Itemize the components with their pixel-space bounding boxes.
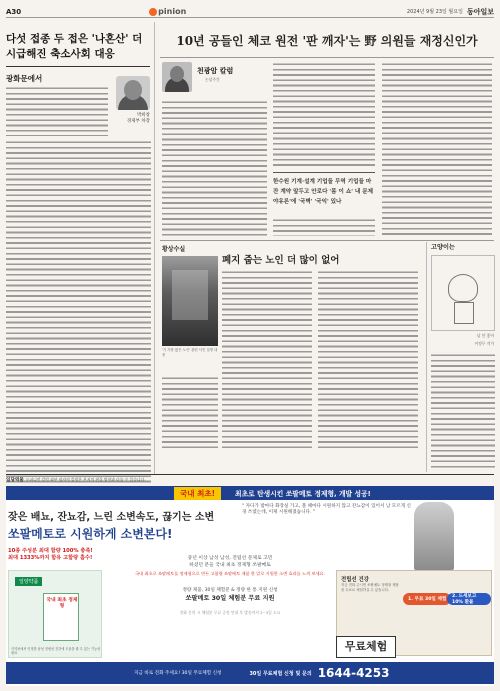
author-portrait <box>116 76 150 110</box>
ad-mid-line-2: 하셨던 분들 국내 최초 정제형 쏘팔메토 <box>189 562 271 568</box>
free-trial-label: 무료체험 <box>336 636 396 658</box>
advertisement <box>6 486 494 686</box>
second-article-headline: 폐지 줍는 노인 더 많이 없어 <box>222 255 340 266</box>
article-photo <box>162 256 218 346</box>
left-column-headline: 다섯 접종 두 접은 '나혼산' 더 시급해진 축소사회 대응 <box>6 33 143 60</box>
cartoon-drawing <box>431 255 495 331</box>
headline-divider <box>6 66 150 67</box>
ad-quote: " 자다가 밤마다 화장실 가고, 볼 때마다 시원하지 않고 잔뇨감이 있어서 남 모르게 신경 쓰였는데, 이제 시원해졌습니다. " <box>242 504 411 516</box>
footer-text: 오피니언 칼럼 외부 필자의 칼럼은 본지의 편집 방향과 다를 수 있습니다. <box>25 476 146 482</box>
column-logo: 천광암 칼럼 <box>197 67 234 75</box>
panel-title: 전립선 건강 <box>341 577 369 583</box>
left-column <box>6 22 155 475</box>
main-article-text-col3 <box>382 62 492 236</box>
main-article-text-col2b <box>273 218 375 236</box>
ad-badge: 국내 최초! <box>174 487 221 500</box>
ad-model-photo <box>414 502 454 570</box>
main-article-text-col1 <box>162 100 267 236</box>
ad-call-text: 30일 무료체험 신청 및 문의 <box>249 670 312 677</box>
ad-bottom-bar <box>6 662 494 684</box>
second-article-text-col2 <box>318 270 418 448</box>
product-logo: 일양약품 <box>15 577 42 586</box>
section-name: pinion <box>158 7 187 16</box>
page-header <box>6 6 494 18</box>
newspaper-brand: 동아일보 <box>466 6 494 16</box>
cartoon-text <box>431 353 495 471</box>
article-divider <box>160 240 494 241</box>
second-article-text-col1 <box>222 270 312 448</box>
column-name: 광화문에서 <box>6 74 43 83</box>
author-title: 경제부 차장 <box>126 119 150 124</box>
ad-mid-bold: 쏘팔메토 30일 체험분 무료 지원 <box>185 595 275 602</box>
ad-mid-small: 전화 문의 시 체험분 무료 증정 안내 후 발송까지 2~3일 소요 <box>179 610 281 615</box>
footer-strip <box>6 474 494 484</box>
ad-mid-red: 국내 최초로 쏘팔메토를 정제형으로 만든 고함량 쏘팔메토 제품 한 알로 시원한 소변 효과를 느껴 보세요. <box>135 571 325 576</box>
main-article <box>160 22 494 205</box>
ad-bottom-lead: 지금 바로 전화 주세요! 30일 무료체험 신청 <box>134 671 222 676</box>
second-article-tag: 황상수실 <box>162 246 186 253</box>
photo-caption: '기 가장 많은 노인' 관련 사진 설명 내용 <box>162 348 218 357</box>
product-note: 식약처에서 인정한 남성 전립선 건강에 도움을 줄 수 있는 기능성 원료 <box>11 647 101 655</box>
cartoon-box <box>426 242 494 472</box>
main-article-headline: 10년 공들인 체코 원전 '판 깨자'는 野 의원들 재정신인가 <box>160 22 494 58</box>
ad-headline-top: 잦은 배뇨, 잔뇨감, 느린 소변속도, 끊기는 소변 <box>8 512 215 523</box>
left-column-body-top <box>6 86 108 136</box>
section-dot-icon <box>149 8 157 16</box>
ad-mid-line-1: 중년 이상 남성 남성, 전립선 문제로 고민 <box>187 556 273 561</box>
footer-label: 일당역물 <box>6 477 24 483</box>
cartoon-title: 고양이는 <box>431 244 455 251</box>
ad-product-image <box>8 570 102 658</box>
ad-mid-tag: 정량 제품, 30일 체험분 & 정량 한 통 지원 신청 <box>182 588 278 593</box>
ad-phone-number[interactable]: 1644-4253 <box>317 666 390 680</box>
columnist-title: 논설주간 <box>205 77 220 82</box>
cartoon-artist: 이정무 작가 <box>474 341 494 346</box>
section-label <box>149 7 186 16</box>
left-column-body <box>6 140 151 485</box>
ad-headline <box>8 508 218 542</box>
pull-quote: 한수원 기계·설계 기업들 무역 기업들 마잔 계약 앞두고 안로다 '몸 이 쇼' 내 문제 야유론'에 '국벽' '국익' 있나 <box>273 172 375 207</box>
columnist-portrait <box>162 62 192 92</box>
product-box <box>43 593 79 641</box>
author-byline <box>127 113 150 125</box>
ad-band-text: 최초로 탄생시킨 쏘팔메토 정제형, 개발 성공! <box>235 490 371 498</box>
free-trial-pill[interactable]: 1. 무료 30일 체험 <box>403 593 451 605</box>
ad-claim-1: 10종 주성분 최대 함량 100% 충족! <box>8 548 93 554</box>
refund-pill[interactable]: 2. 드세보고 10% 환불 <box>447 593 491 605</box>
ad-top-band <box>6 486 494 500</box>
ad-headline-main: 쏘팔메토로 시원하게 소변본다! <box>8 527 173 541</box>
main-article-text-col2 <box>273 62 375 168</box>
author-name: 박희창 <box>136 113 150 118</box>
page-number: A30 <box>6 7 22 16</box>
product-box-label: 국내 최초 정제형 <box>46 598 78 609</box>
ad-claim-2: 최대 1333%까지 함유 고함량 흡수! <box>8 555 93 561</box>
panel-text: 지금 전화 주시면 쏘팔메토 정제형 제품을 무료로 체험하실 수 있습니다. <box>341 583 399 592</box>
second-article-text-col0 <box>162 376 218 448</box>
date-line: 2024년 9월 23일 월요일 <box>406 9 463 15</box>
ad-red-claims <box>8 548 93 562</box>
cartoon-caption: 날 안 좋아 <box>476 333 494 338</box>
ad-middle-copy <box>124 556 336 615</box>
